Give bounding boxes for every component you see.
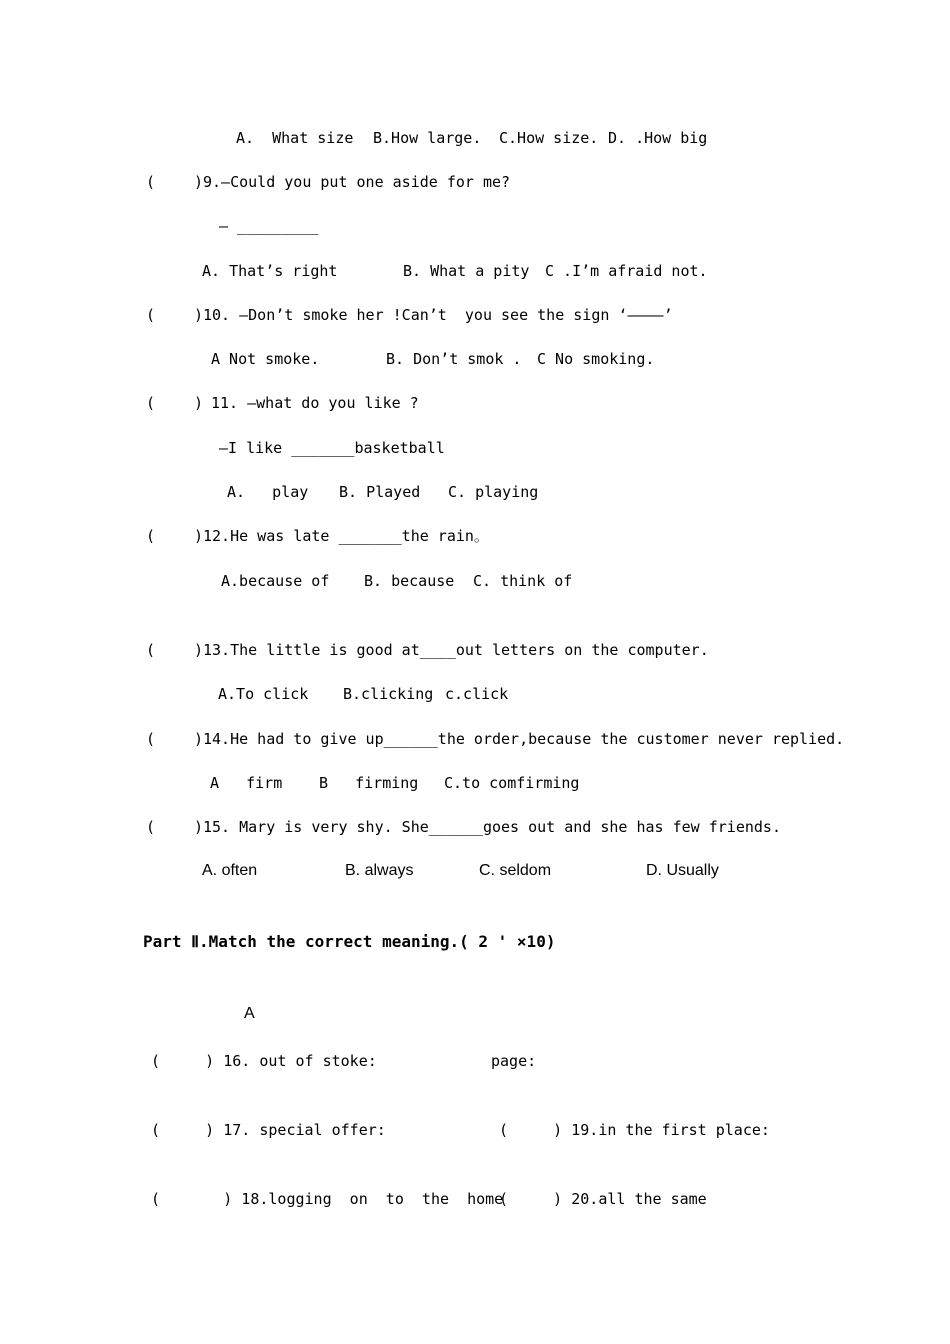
q10-open-paren: ( (146, 306, 156, 324)
q15-close-paren: ) (194, 818, 204, 836)
q16-item: ( ) 16. out of stoke: (151, 1052, 377, 1070)
q13-stem: 13.The little is good at____out letters on the computer. (203, 641, 709, 659)
part2-column-a-label: A (244, 1005, 255, 1022)
q12-close-paren: ) (194, 527, 204, 545)
q12-option-c: C. think of (473, 572, 573, 590)
q9-option-a: A. That’s right (202, 262, 338, 280)
q11-answer-line: —I like _______basketball (219, 439, 445, 457)
q16-continuation: page: (491, 1052, 537, 1070)
q9-answer-line: — _________ (219, 217, 319, 235)
q18-item: ( ) 18.logging on to the home (151, 1190, 504, 1208)
q19-item: ( ) 19.in the first place: (499, 1121, 770, 1139)
q10-option-b: B. Don’t smok . (386, 350, 522, 368)
q15-option-a: A. often (202, 862, 258, 879)
q11-option-c: C. playing (448, 483, 539, 501)
q13-close-paren: ) (194, 641, 204, 659)
q11-open-paren: ( (146, 394, 156, 412)
q12-option-b: B. because (364, 572, 455, 590)
q13-option-c: c.click (445, 685, 509, 703)
q14-option-a: A firm (210, 774, 283, 792)
q10-option-a: A Not smoke. (211, 350, 320, 368)
q10-close-paren: ) (194, 306, 204, 324)
q12-stem: 12.He was late _______the rain。 (203, 527, 489, 545)
q14-stem: 14.He had to give up______the order,because the customer never replied. (203, 730, 845, 748)
q9-option-c: C .I’m afraid not. (545, 262, 708, 280)
q11-option-b: B. Played (339, 483, 421, 501)
q9-open-paren: ( (146, 173, 156, 191)
q8-option-b: B.How large. (373, 129, 482, 147)
q15-open-paren: ( (146, 818, 156, 836)
q20-item: ( ) 20.all the same (499, 1190, 707, 1208)
q13-option-a: A.To click (218, 685, 309, 703)
q13-open-paren: ( (146, 641, 156, 659)
q15-stem: 15. Mary is very shy. She______goes out and she has few friends. (203, 818, 781, 836)
q11-stem: 11. —what do you like ? (211, 394, 419, 412)
q14-option-b: B firming (319, 774, 419, 792)
q10-option-c: C No smoking. (537, 350, 655, 368)
q13-option-b: B.clicking (343, 685, 434, 703)
q11-close-paren: ) (194, 394, 204, 412)
q15-option-c: C. seldom (479, 862, 552, 879)
q9-close-paren: ) (194, 173, 204, 191)
q14-option-c: C.to comfirming (444, 774, 580, 792)
q14-open-paren: ( (146, 730, 156, 748)
q17-item: ( ) 17. special offer: (151, 1121, 386, 1139)
q10-stem: 10. —Don’t smoke her !Can’t you see the sign ‘————’ (203, 306, 673, 324)
q12-open-paren: ( (146, 527, 156, 545)
q15-option-b: B. always (345, 862, 414, 879)
q14-close-paren: ) (194, 730, 204, 748)
part2-heading: Part Ⅱ.Match the correct meaning.( 2 ' ×10) (143, 932, 556, 951)
q9-stem: 9.—Could you put one aside for me? (203, 173, 511, 191)
q8-option-a: A. What size (236, 129, 354, 147)
q8-option-d: D. .How big (608, 129, 708, 147)
q8-option-c: C.How size. (499, 129, 599, 147)
q9-option-b: B. What a pity (403, 262, 530, 280)
q11-option-a: A. play (227, 483, 309, 501)
q15-option-d: D. Usually (646, 862, 719, 879)
q12-option-a: A.because of (221, 572, 330, 590)
